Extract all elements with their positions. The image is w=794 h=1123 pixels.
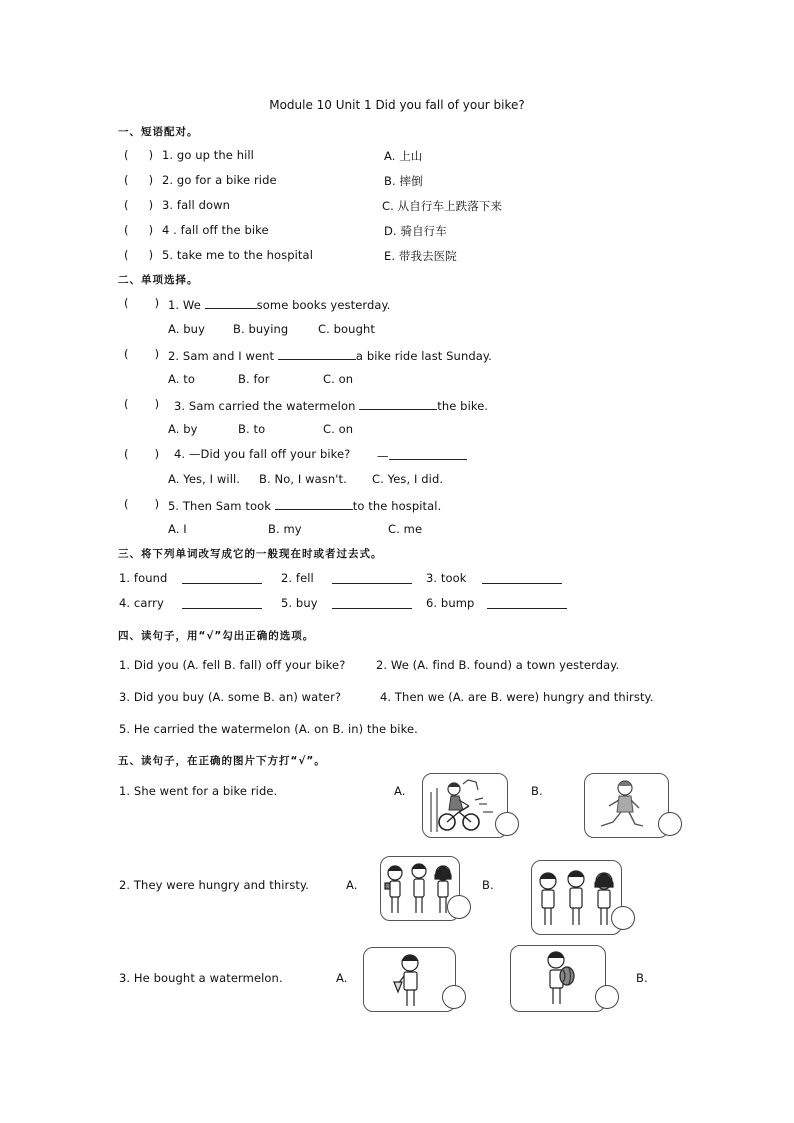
option-c: C. on (323, 372, 354, 386)
section-heading: 五、读句子，在正确的图片下方打“√”。 (118, 755, 326, 767)
word-item: 5. buy (281, 596, 318, 610)
option-label: B. (636, 971, 648, 985)
section-heading: 四、读句子，用“√”勾出正确的选项。 (118, 630, 315, 642)
sentence-item: 1. Did you (A. fell B. fall) off your bike? (119, 658, 346, 672)
answer-circle (447, 895, 471, 919)
boy-with-ice-cream-icon (364, 948, 455, 1011)
word-item: 1. found (119, 571, 168, 585)
option-c: C. Yes, I did. (372, 472, 444, 486)
girl-riding-bike-icon (423, 774, 507, 837)
option-label: B. (482, 878, 494, 892)
answer-circle (595, 985, 619, 1009)
option-label: A. (394, 784, 406, 798)
answer-line: — (377, 447, 467, 463)
meaning-item: C. 从自行车上跌落下来 (382, 199, 503, 213)
section-heading: 二、单项选择。 (118, 274, 199, 286)
option-a: A. Yes, I will. (168, 472, 241, 486)
phrase-item: 3. fall down (162, 198, 230, 212)
sentence-item: 2. We (A. find B. found) a town yesterday. (376, 658, 620, 672)
option-b: B. buying (233, 322, 289, 336)
answer-circle (495, 812, 519, 836)
word-item: 6. bump (426, 596, 475, 610)
picture-question: 2. They were hungry and thirsty. (119, 878, 310, 892)
question-text: 4. —Did you fall off your bike? (174, 447, 351, 461)
answer-bracket: ( ) (124, 447, 160, 461)
option-b: B. to (238, 422, 266, 436)
word-item: 2. fell (281, 571, 314, 585)
word-item: 3. took (426, 571, 467, 585)
answer-blank (332, 571, 412, 584)
answer-bracket: ( ) (124, 223, 154, 237)
option-a: A. to (168, 372, 196, 386)
phrase-item: 1. go up the hill (162, 148, 254, 162)
word-item: 4. carry (119, 596, 164, 610)
meaning-item: B. 摔倒 (384, 174, 423, 188)
option-a: A. I (168, 522, 187, 536)
meaning-item: E. 带我去医院 (384, 249, 457, 263)
answer-circle (611, 906, 635, 930)
question-text: 1. We some books yesterday. (168, 298, 391, 312)
picture-frame (584, 773, 669, 838)
option-label: B. (531, 784, 543, 798)
boy-running-icon (585, 774, 668, 837)
phrase-item: 2. go for a bike ride (162, 173, 277, 187)
answer-blank (332, 596, 412, 609)
picture-question: 3. He bought a watermelon. (119, 971, 283, 985)
answer-bracket: ( ) (124, 148, 154, 162)
phrase-item: 5. take me to the hospital (162, 248, 313, 262)
answer-bracket: ( ) (124, 296, 160, 310)
section-heading: 三、将下列单词改写成它的一般现在时或者过去式。 (118, 548, 383, 560)
answer-blank (182, 571, 262, 584)
option-a: A. by (168, 422, 198, 436)
sentence-item: 4. Then we (A. are B. were) hungry and thirsty. (380, 690, 654, 704)
boy-with-watermelon-icon (511, 946, 605, 1011)
sentence-item: 5. He carried the watermelon (A. on B. in) the bike. (119, 722, 418, 736)
option-b: B. my (268, 522, 302, 536)
question-text: 2. Sam and I went a bike ride last Sunday. (168, 349, 492, 363)
answer-bracket: ( ) (124, 497, 160, 511)
option-c: C. bought (318, 322, 375, 336)
picture-frame (531, 860, 622, 935)
answer-circle (658, 812, 682, 836)
answer-bracket: ( ) (124, 347, 160, 361)
section-heading: 一、短语配对。 (118, 126, 199, 138)
answer-circle (442, 985, 466, 1009)
option-c: C. on (323, 422, 354, 436)
picture-question: 1. She went for a bike ride. (119, 784, 278, 798)
meaning-item: D. 骑自行车 (384, 224, 447, 238)
picture-frame (363, 947, 456, 1012)
phrase-item: 4 . fall off the bike (162, 223, 269, 237)
option-label: A. (346, 878, 358, 892)
question-text: 3. Sam carried the watermelon the bike. (174, 399, 489, 413)
answer-bracket: ( ) (124, 198, 154, 212)
three-children-hungry-icon (532, 861, 621, 934)
answer-blank (487, 596, 567, 609)
answer-bracket: ( ) (124, 248, 154, 262)
option-a: A. buy (168, 322, 205, 336)
option-b: B. for (238, 372, 270, 386)
sentence-item: 3. Did you buy (A. some B. an) water? (119, 690, 342, 704)
option-c: C. me (388, 522, 423, 536)
answer-bracket: ( ) (124, 397, 160, 411)
option-label: A. (336, 971, 348, 985)
answer-blank (182, 596, 262, 609)
answer-blank (482, 571, 562, 584)
question-text: 5. Then Sam took to the hospital. (168, 499, 442, 513)
picture-frame (510, 945, 606, 1012)
meaning-item: A. 上山 (384, 149, 423, 163)
answer-bracket: ( ) (124, 173, 154, 187)
page-title: Module 10 Unit 1 Did you fall of your bike? (269, 98, 525, 112)
option-b: B. No, I wasn't. (259, 472, 347, 486)
